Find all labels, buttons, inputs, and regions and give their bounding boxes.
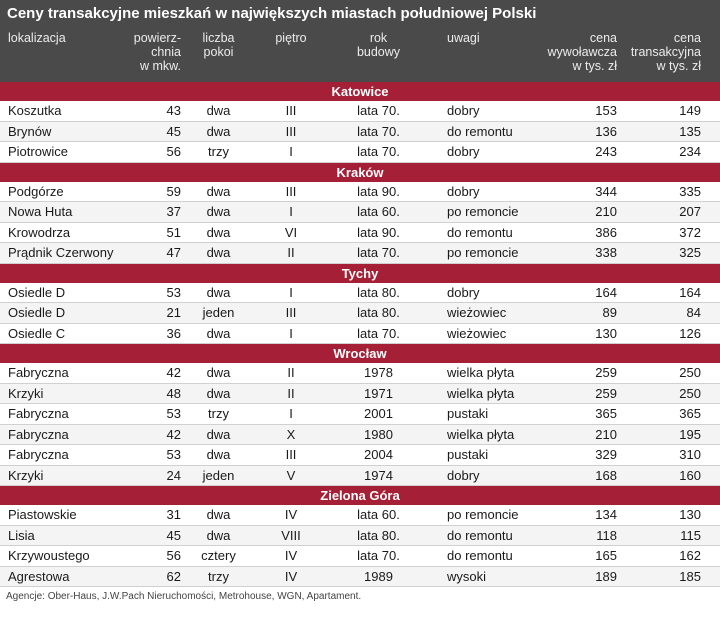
table-cell: dwa (206, 507, 231, 522)
table-cell: 210 (595, 426, 617, 442)
table-cell: Fabryczna (8, 406, 69, 421)
table-cell: 37 (166, 204, 181, 219)
table-row (0, 384, 720, 405)
table-cell: 45 (166, 123, 181, 139)
table-cell: 365 (679, 406, 701, 421)
column-header-line: lokalizacja (8, 31, 66, 45)
table-cell: Piotrowice (8, 144, 68, 159)
table-cell: 243 (595, 144, 617, 159)
table-cell: 2001 (364, 406, 393, 421)
table-cell: 130 (595, 325, 617, 341)
source-note: Agencje: Ober-Haus, J.W.Pach Nieruchomości, Metrohouse, WGN, Apartament. (6, 591, 362, 602)
column-header-line: rok (369, 31, 388, 45)
table-row (0, 466, 720, 487)
table-cell: 130 (679, 507, 701, 522)
table-cell: 53 (166, 447, 181, 462)
table-cell: wielka płyta (447, 385, 515, 401)
table-row (0, 363, 720, 384)
table-cell: cztery (201, 548, 236, 563)
table-cell: pustaki (447, 406, 489, 421)
table-cell: lata 70. (357, 144, 400, 159)
table-cell: dobry (447, 284, 480, 300)
table-cell: 56 (166, 144, 181, 159)
table-cell: lata 60. (357, 507, 400, 522)
table-cell: 89 (602, 305, 617, 320)
table-cell: 195 (679, 426, 701, 442)
table-cell: trzy (208, 406, 229, 421)
table-cell: Fabryczna (8, 365, 69, 380)
table-cell: 344 (595, 183, 617, 199)
table-cell: 43 (166, 103, 181, 118)
table-cell: Nowa Huta (8, 204, 73, 219)
table-cell: 325 (679, 245, 701, 260)
table-cell: 56 (166, 548, 181, 563)
column-header-line: pokoi (203, 45, 234, 59)
table-cell: 259 (595, 365, 617, 380)
table-cell: wieżowiec (447, 305, 507, 320)
table-cell: wieżowiec (447, 325, 507, 341)
table-cell: 1974 (364, 467, 393, 483)
table-cell: lata 70. (357, 245, 400, 260)
table-cell: 250 (679, 365, 701, 380)
table-cell: lata 60. (357, 204, 400, 219)
table-cell: Krowodrza (8, 224, 71, 240)
table-row (0, 324, 720, 345)
table-cell: wysoki (447, 568, 487, 584)
table-cell: 234 (679, 144, 701, 159)
table-cell: lata 80. (357, 284, 400, 300)
table-cell: dwa (206, 385, 231, 401)
table-cell: Piastowskie (8, 507, 77, 522)
table-cell: 115 (680, 527, 701, 543)
table-row (0, 404, 720, 425)
table-cell: 53 (166, 406, 181, 421)
table-cell: Krzyki (8, 467, 44, 483)
table-cell: Krzyki (8, 385, 44, 401)
table-cell: III (285, 183, 297, 199)
table-cell: Fabryczna (8, 426, 69, 442)
table-cell: dwa (206, 204, 231, 219)
table-cell: 149 (679, 103, 701, 118)
table-cell: do remontu (447, 123, 513, 139)
table-cell: 24 (166, 467, 181, 483)
table-cell: 1971 (364, 385, 393, 401)
table-cell: 42 (166, 365, 181, 380)
table-cell: II (287, 245, 295, 260)
table-row (0, 505, 720, 526)
table-cell: 2004 (364, 447, 393, 462)
table-cell: 59 (166, 183, 181, 199)
table-cell: 53 (166, 284, 181, 300)
column-header-line: uwagi (447, 31, 480, 45)
table-row (0, 142, 720, 163)
table-cell: 185 (679, 568, 701, 584)
table-row (0, 283, 720, 304)
column-header (431, 27, 545, 82)
table-cell: Podgórze (8, 183, 64, 199)
table-cell: dwa (206, 527, 231, 543)
table-row (0, 546, 720, 567)
table-cell: do remontu (447, 548, 513, 563)
column-header-line: wywoławcza (547, 45, 617, 59)
table-cell: II (287, 365, 295, 380)
table-row (0, 223, 720, 244)
table-cell: 42 (166, 426, 181, 442)
table-cell: 189 (595, 568, 617, 584)
table-cell: 165 (595, 548, 617, 563)
table-cell: I (289, 204, 293, 219)
column-header-line: cena (673, 31, 701, 45)
table-cell: III (285, 123, 297, 139)
table-cell: IV (284, 568, 298, 584)
table-cell: 1989 (364, 568, 393, 584)
column-header (256, 27, 326, 82)
table-cell: III (285, 305, 297, 320)
table-cell: dwa (206, 123, 231, 139)
table-cell: 48 (166, 385, 181, 401)
table-row (0, 567, 720, 588)
city-section-header: Katowice (0, 82, 720, 101)
table-cell: 329 (595, 447, 617, 462)
city-section-header: Zielona Góra (0, 486, 720, 505)
table-cell: Osiedle D (8, 305, 66, 320)
table-cell: dobry (447, 183, 480, 199)
table-cell: dwa (206, 103, 231, 118)
city-section-header: Wrocław (0, 344, 720, 363)
table-row (0, 182, 720, 203)
table-cell: Koszutka (8, 103, 62, 118)
table-cell: 168 (595, 467, 617, 483)
table-cell: 335 (679, 183, 701, 199)
table-cell: 62 (166, 568, 181, 584)
table-cell: 162 (679, 548, 701, 563)
table-cell: dobry (447, 467, 480, 483)
table-cell: 310 (679, 447, 701, 462)
table-cell: wielka płyta (447, 426, 515, 442)
table-cell: dobry (447, 144, 480, 159)
table-cell: 250 (679, 385, 701, 401)
table-cell: dwa (206, 447, 231, 462)
table-row (0, 122, 720, 143)
table-cell: 21 (166, 305, 181, 320)
column-header (100, 27, 181, 82)
table-cell: trzy (208, 568, 229, 584)
table-cell: I (289, 284, 293, 300)
table-cell: 31 (166, 507, 181, 522)
column-header-line: piętro (275, 31, 307, 45)
table-row (0, 243, 720, 264)
table-cell: trzy (208, 144, 229, 159)
table-cell: II (287, 385, 295, 401)
table-cell: 386 (595, 224, 617, 240)
column-header (617, 27, 712, 82)
table-cell: 136 (595, 123, 617, 139)
table-cell: do remontu (447, 224, 513, 240)
table-cell: Krzywoustego (8, 548, 90, 563)
table-cell: dwa (206, 284, 231, 300)
table-cell: do remontu (447, 527, 513, 543)
table-header (0, 27, 720, 82)
table-cell: 160 (679, 467, 701, 483)
table-cell: IV (284, 507, 298, 522)
table-cell: III (285, 103, 297, 118)
table-cell: I (289, 144, 293, 159)
table-cell: VIII (281, 527, 301, 543)
table-cell: I (289, 406, 293, 421)
table-row (0, 526, 720, 547)
table-row (0, 303, 720, 324)
column-header (0, 27, 100, 82)
table-cell: Osiedle D (8, 284, 66, 300)
city-section-header: Kraków (0, 163, 720, 182)
table-cell: 372 (679, 224, 701, 240)
table-cell: Prądnik Czerwony (8, 245, 114, 260)
table-cell: III (285, 447, 297, 462)
table-row (0, 445, 720, 466)
table-cell: 164 (679, 284, 701, 300)
table-cell: 210 (595, 204, 617, 219)
table-cell: lata 80. (357, 305, 400, 320)
table-cell: 338 (595, 245, 617, 260)
table-cell: 207 (679, 204, 701, 219)
column-header (326, 27, 431, 82)
table-cell: po remoncie (447, 204, 519, 219)
table-body (0, 82, 720, 587)
table-cell: 36 (166, 325, 181, 341)
table-row (0, 202, 720, 223)
table-cell: VI (284, 224, 298, 240)
column-header-line: transakcyjna (630, 45, 701, 59)
table-cell: dobry (447, 103, 480, 118)
table-cell: lata 80. (357, 527, 400, 543)
column-header-line: cena (589, 31, 617, 45)
column-header-line: budowy (356, 45, 401, 59)
table-cell: I (289, 325, 293, 341)
table-cell: wielka płyta (447, 365, 515, 380)
table-row (0, 101, 720, 122)
column-header-line: powierz- (133, 31, 181, 45)
table-cell: 47 (166, 245, 181, 260)
column-header (545, 27, 617, 82)
column-header (181, 27, 256, 82)
table-cell: Agrestowa (8, 568, 70, 584)
table-cell: 51 (166, 224, 181, 240)
table-cell: IV (284, 548, 298, 563)
table-cell: lata 90. (357, 183, 400, 199)
table-cell: dwa (206, 365, 231, 380)
table-cell: 1980 (364, 426, 393, 442)
city-section-header: Tychy (0, 264, 720, 283)
table-title: Ceny transakcyjne mieszkań w największych miastach południowej Polski (0, 0, 720, 27)
column-header-line: chnia (151, 45, 181, 59)
table-cell: Fabryczna (8, 447, 69, 462)
table-cell: V (286, 467, 296, 483)
table-cell: lata 90. (357, 224, 400, 240)
table-cell: lata 70. (357, 325, 400, 341)
table-row (0, 425, 720, 446)
table-cell: po remoncie (447, 245, 519, 260)
table-cell: jeden (202, 305, 235, 320)
table-cell: lata 70. (357, 123, 400, 139)
table-cell: 153 (595, 103, 617, 118)
table-cell: 259 (595, 385, 617, 401)
table-cell: dwa (206, 325, 231, 341)
table-cell: 84 (686, 305, 701, 320)
table-cell: 1978 (364, 365, 393, 380)
table-cell: dwa (206, 426, 231, 442)
table-cell: lata 70. (357, 103, 400, 118)
table-cell: lata 70. (357, 548, 400, 563)
table-cell: pustaki (447, 447, 489, 462)
table-cell: dwa (206, 245, 231, 260)
column-header-line: w tys. zł (572, 59, 617, 73)
column-header-line: liczba (202, 31, 235, 45)
column-header-line: w mkw. (140, 59, 181, 73)
table-cell: 365 (595, 406, 617, 421)
table-cell: 164 (595, 284, 617, 300)
table-cell: 45 (166, 527, 181, 543)
table-cell: X (286, 426, 296, 442)
table-cell: Osiedle C (8, 325, 66, 341)
table-cell: Lisia (8, 527, 35, 543)
column-header-line: w tys. zł (656, 59, 701, 73)
table-cell: 118 (596, 527, 617, 543)
table-cell: Brynów (8, 123, 52, 139)
table-cell: dwa (206, 224, 231, 240)
table-cell: 135 (679, 123, 701, 139)
table-cell: jeden (202, 467, 235, 483)
table-cell: 126 (679, 325, 701, 341)
table-cell: dwa (206, 183, 231, 199)
table-cell: po remoncie (447, 507, 519, 522)
table-cell: 134 (595, 507, 617, 522)
